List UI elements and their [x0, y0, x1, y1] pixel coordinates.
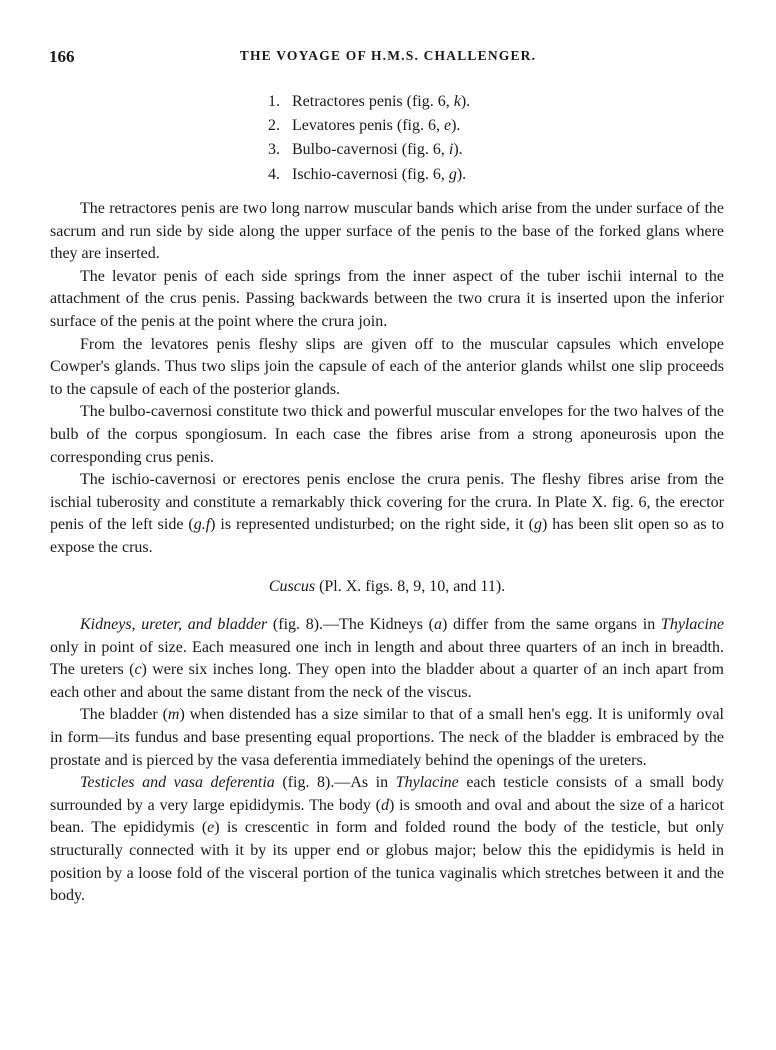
page-number: 166: [49, 47, 75, 66]
paragraph-ischio-cavernosi: The ischio-cavernosi or erectores penis enclose the crura penis. The fleshy fibres arise from the ischial tuberosity and constitute a remarkably thick covering for the crura. In Plate X. fig. 6, the erector penis of the left side (g.f) is represented undisturbed; on the right side, it (g) has been slit open so as to expose the crus.: [50, 471, 724, 556]
paragraph-levator: The levator penis of each side springs from the inner aspect of the tuber ischii internal to the attachment of the crus penis. Passing backwards between the two crura it is inserted upon the inferior surface of the penis at the point where the crura join.: [50, 267, 724, 330]
list-item: 2. Levatores penis (fig. 6, e).: [268, 117, 461, 135]
paragraph-kidneys: Kidneys, ureter, and bladder (fig. 8).—The Kidneys (a) differ from the same organs in Thylacine only in point of size. Each measured one inch in length and about three quarters of an inch in breadth. The ureters (c) were six inches long. They open into the bladder about a quarter of an inch apart from each other and about the same distant from the neck of the viscus.: [50, 616, 725, 701]
paragraph-bulbo-cavernosi: The bulbo-cavernosi constitute two thick and powerful muscular envelopes for the two halves of the bulb of the corpus spongiosum. In each case the fibres arise from a strong aponeurosis upon the corresponding crus penis.: [50, 403, 724, 466]
paragraph-retractores: The retractores penis are two long narrow muscular bands which arise from the under surface of the sacrum and run side by side along the upper surface of the penis to the base of the forked glans where they are inserted.: [50, 200, 724, 263]
body-text: [50, 198, 724, 908]
page-header: [0, 47, 776, 67]
paragraph-testicles: Testicles and vasa deferentia (fig. 8).—As in Thylacine each testicle consists of a small body surrounded by a very large epididymis. The body (d) is smooth and oval and about the size of a haricot bean. The epididymis (e) is crescentic in form and folded round the body of the testicle, but only structurally connected with it by its upper end or globus major; below this the epididymis is held in position by a loose fold of the visceral portion of the tunica vaginalis which stretches between it and the body.: [50, 774, 725, 905]
list-item: 1. Retractores penis (fig. 6, k).: [268, 93, 471, 110]
section-title: Cuscus (Pl. X. figs. 8, 9, 10, and 11).: [268, 577, 506, 595]
paragraph-bladder: The bladder (m) when distended has a size similar to that of a small hen's egg. It is uniformly oval in form—its fundus and base presenting equal proportions. The neck of the bladder is embraced by the prostate and is pierced by the vasa deferentia immediately behind the openings of the ureters.: [50, 706, 724, 769]
list-item: 4. Ischio-cavernosi (fig. 6, g).: [268, 165, 467, 183]
running-title: THE VOYAGE OF H.M.S. CHALLENGER.: [239, 48, 537, 63]
list-item: 3. Bulbo-cavernosi (fig. 6, i).: [268, 141, 463, 159]
muscle-list: [268, 90, 470, 187]
paragraph-levatores-slips: From the levatores penis fleshy slips are given off to the muscular capsules which envelope Cowper's glands. Thus two slips join the capsule of each of the anterior glands whilst one slip proceeds to the capsule of each of the posterior glands.: [50, 335, 724, 398]
